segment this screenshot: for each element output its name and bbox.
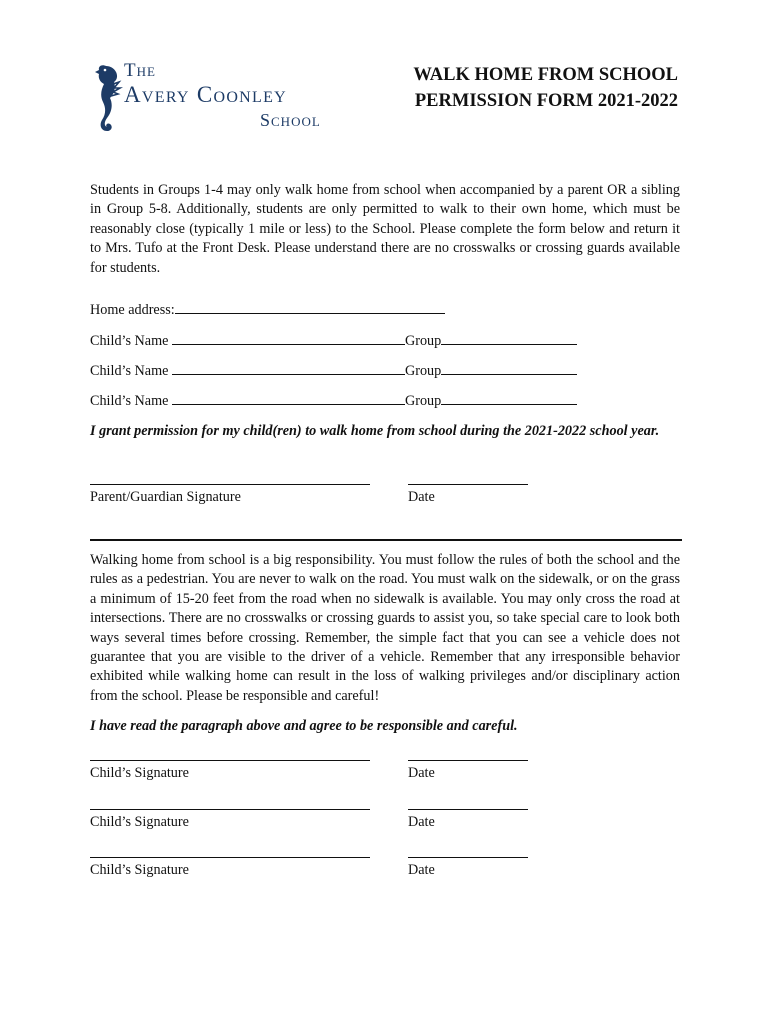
home-address-label: Home address:	[90, 302, 175, 318]
group-label: Group	[404, 363, 442, 379]
child-name-input-1[interactable]	[172, 332, 405, 345]
child-signature-line-3[interactable]	[90, 857, 370, 858]
child-signature-label-3: Child’s Signature	[90, 862, 189, 878]
intro-paragraph: Students in Groups 1-4 may only walk home from school when accompanied by a parent OR a sibling in Group 5-8. Additionally, students are only permitted to walk to their own home, which must be reasonably close (typically 1 mile or less) to the School. Please complete the form below and return it to Mrs. Tufo at the Front Desk. Please understand there are no crosswalks or crossing guards available for students.	[90, 182, 680, 276]
section-divider	[90, 539, 682, 541]
child-name-row-1	[90, 332, 577, 350]
child-name-input-2[interactable]	[172, 362, 405, 375]
child-date-line-2[interactable]	[408, 809, 528, 810]
child-name-input-3[interactable]	[172, 392, 405, 405]
child-date-line-1[interactable]	[408, 760, 528, 761]
logo-school-name: Avery Coonley	[124, 82, 288, 107]
child-signature-line-2[interactable]	[90, 809, 370, 810]
group-label: Group	[404, 333, 442, 349]
home-address-row	[90, 301, 445, 319]
child-name-label: Child’s Name	[90, 393, 169, 409]
home-address-input[interactable]	[175, 301, 445, 314]
group-label: Group	[404, 393, 442, 409]
title-line-1: WALK HOME FROM SCHOOL	[413, 65, 678, 85]
group-input-2[interactable]	[441, 362, 577, 375]
parent-signature-line[interactable]	[90, 484, 370, 485]
child-date-label-2: Date	[408, 814, 435, 830]
parent-date-line[interactable]	[408, 484, 528, 485]
page-title	[413, 62, 678, 114]
child-date-label-1: Date	[408, 765, 435, 781]
child-signature-label-1: Child’s Signature	[90, 765, 189, 781]
child-name-label: Child’s Name	[90, 363, 169, 379]
child-date-label-3: Date	[408, 862, 435, 878]
parent-date-label: Date	[408, 489, 435, 505]
seahorse-icon	[92, 60, 124, 134]
child-name-row-2	[90, 362, 577, 380]
school-logo	[92, 58, 332, 138]
logo-the: The	[124, 60, 156, 81]
child-signature-line-1[interactable]	[90, 760, 370, 761]
agreement-statement: I have read the paragraph above and agree to be responsible and careful.	[90, 718, 518, 734]
child-date-line-3[interactable]	[408, 857, 528, 858]
title-line-2: PERMISSION FORM 2021-2022	[414, 91, 678, 111]
child-signature-label-2: Child’s Signature	[90, 814, 189, 830]
child-name-row-3	[90, 392, 577, 410]
group-input-3[interactable]	[441, 392, 577, 405]
logo-school-word: School	[260, 110, 321, 130]
group-input-1[interactable]	[441, 332, 577, 345]
parent-signature-label: Parent/Guardian Signature	[90, 489, 241, 505]
child-name-label: Child’s Name	[90, 333, 169, 349]
permission-statement: I grant permission for my child(ren) to walk home from school during the 2021-2022 school year.	[90, 423, 660, 439]
rules-paragraph: Walking home from school is a big responsibility. You must follow the rules of both the school and the rules as a pedestrian. You are never to walk on the road. You must walk on the sidewalk, or on the grass a minimum of 15-20 feet from the road when no sidewalk is available. You may only cross the road at intersections. There are no crosswalks or crossing guards to assist you, so take special care to look both ways several times before crossing. Remember, the simple fact that you can see a vehicle does not guarantee that you are visible to the driver of a vehicle. Remember that any irresponsible behavior exhibited while walking home can result in the loss of walking privileges and/or disciplinary action from the school. Please be responsible and careful!	[90, 552, 680, 704]
